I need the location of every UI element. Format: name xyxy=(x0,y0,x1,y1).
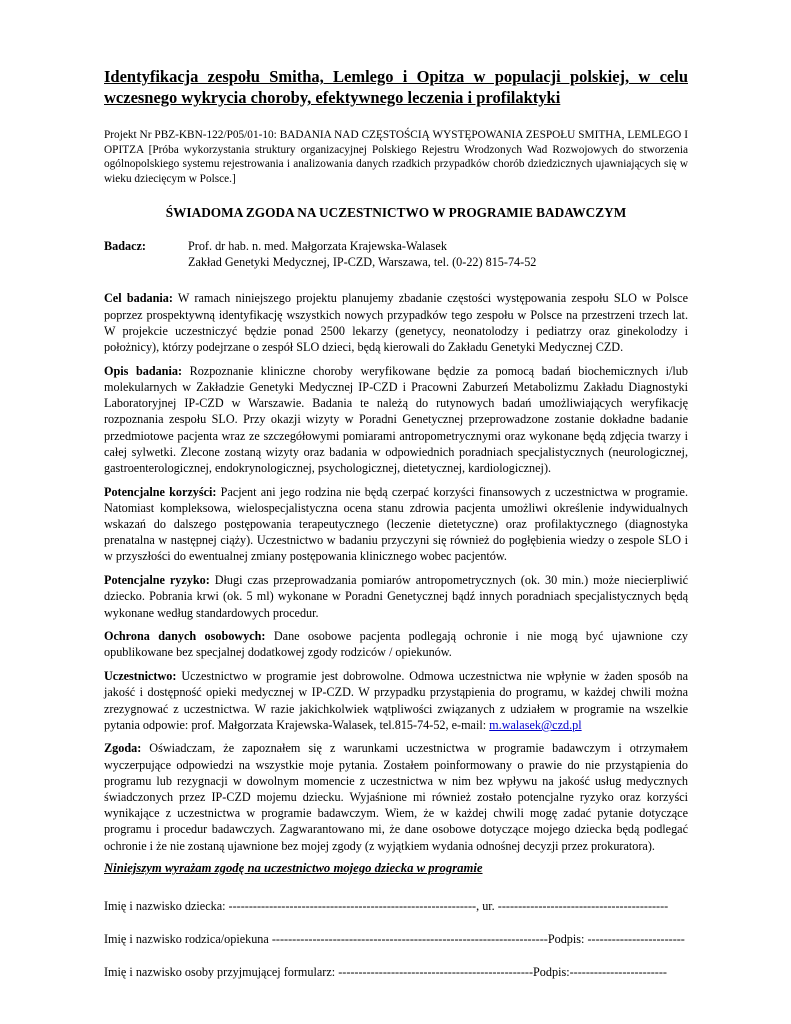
section-privacy xyxy=(104,628,688,660)
section-benefits-label: Potencjalne korzyści: xyxy=(104,484,217,499)
section-consent xyxy=(104,740,688,853)
section-participation xyxy=(104,668,688,733)
section-risks-label: Potencjalne ryzyko: xyxy=(104,573,210,588)
parent-name-field[interactable]: Imię i nazwisko rodzica/opiekuna --------------------------------------------------------------------Podpis: ------------------------ xyxy=(104,932,685,947)
consent-document xyxy=(104,66,688,997)
child-name-field[interactable]: Imię i nazwisko dziecka: -------------------------------------------------------------, ur. ------------------------------------------ xyxy=(104,899,669,914)
section-description xyxy=(104,363,688,476)
section-benefits xyxy=(104,484,688,565)
section-consent-text: Oświadczam, że zapoznałem się z warunkami uczestnictwa w programie badawczym i otrzymałem wyczerpujące odpowiedzi na wszystkie moje pytania. Zostałem poinformowany o prawie do nie przystąpienia do programu lub rezygnacji w dowolnym momencie z uczestnictwa w nim bez wpływu na jakość usług medycznych świadczonych przez IP-CZD mojemu dziecku. Wyjaśnione mi również zostało potencjalne ryzyko oraz korzyści wynikające z uczestnictwa w programie badawczym. Wiem, że w każdej chwili mogę zadać pytanie dotyczące programu i procedur badawczych. Zagwarantowano mi, że dane osobowe dotyczące mojego dziecka będą podlegać ochronie i że nie zostaną ujawnione bez mojej zgody (z wyjątkiem wydania odnośnej decyzji przez prokuratora). xyxy=(104,741,688,853)
project-description: Projekt Nr PBZ-KBN-122/P05/01-10: BADANIA NAD CZĘSTOŚCIĄ WYSTĘPOWANIA ZESPOŁU SMITHA, LEMLEGO I OPITZA [Próba wykorzystania struktury organizacyjnej Polskiego Rejestru Wrodzonych Wad Rozwojowych do stworzenia ogólnopolskiego systemu rejestrowania i analizowania danych rzadkich przypadków chorób dziedzicznych ujawniających się w wieku dziecięcym w Polsce.] xyxy=(104,129,688,185)
section-goal-label: Cel badania: xyxy=(104,291,173,306)
section-risks xyxy=(104,572,688,621)
consent-heading: ŚWIADOMA ZGODA NA UCZESTNICTWO W PROGRAMIE BADAWCZYM xyxy=(165,205,627,221)
researcher-label: Badacz: xyxy=(104,239,146,254)
contact-email-link[interactable]: m.walasek@czd.pl xyxy=(489,717,582,732)
researcher-affiliation: Zakład Genetyki Medycznej, IP-CZD, Warszawa, tel. (0-22) 815-74-52 xyxy=(188,255,537,270)
section-description-label: Opis badania: xyxy=(104,363,183,378)
researcher-name: Prof. dr hab. n. med. Małgorzata Krajewska-Walasek xyxy=(188,239,447,254)
researcher-block xyxy=(104,238,688,270)
section-goal xyxy=(104,290,688,355)
receiver-name-field[interactable]: Imię i nazwisko osoby przyjmującej formularz: ------------------------------------------------Podpis:------------------------ xyxy=(104,965,667,980)
section-participation-label: Uczestnictwo: xyxy=(104,669,177,684)
section-description-text: Rozpoznanie kliniczne choroby weryfikowane będzie za pomocą badań biochemicznych i/lub molekularnych w Zakładzie Genetyki Medycznej IP-CZD i Pracowni Zaburzeń Metabolizmu Zakładu Diagnostyki Laboratoryjnej IP-CZD w Warszawie. Badania te należą do rutynowych badań umożliwiających weryfikację rozpoznania zespołu SLO. Przy okazji wizyty w Poradni Genetycznej przeprowadzone zostanie dokładne badanie przedmiotowe pacjenta wraz ze szczegółowymi pomiarami antropometrycznymi oraz wykonane będą zdjęcia twarzy i całej sylwetki. Zlecone zostaną wizyty oraz badania w odpowiednich poradniach specjalistycznych (neurologicznej, gastroenterologicznej, endokrynologicznej, psychologicznej, dietetycznej, kardiologicznej). xyxy=(104,363,688,475)
section-risks-text: Długi czas przeprowadzania pomiarów antropometrycznych (ok. 30 min.) może niecierpliwić dziecko. Pobrania krwi (ok. 5 ml) wykonane w Poradni Genetycznej bądź innych poradniach specjalistycznych będą wykonane według standardowych procedur. xyxy=(104,573,688,620)
agree-statement: Niniejszym wyrażam zgodę na uczestnictwo mojego dziecka w programie xyxy=(104,861,483,876)
section-benefits-text: Pacjent ani jego rodzina nie będą czerpać korzyści finansowych z uczestnictwa w programie. Natomiast kompleksowa, wielospecjalistyczna ocena stanu zdrowia pacjenta umożliwi określenie indywidualnych wskazań do dalszego postępowania terapeutycznego (leczenie dietetyczne) oraz profilaktycznego (diagnostyka prenatalna w następnej ciąży). Uczestnictwo w badaniu przyczyni się również do pogłębienia wiedzy o zespole SLO i w przyszłości do ewentualnej zmiany postępowania klinicznego wobec pacjentów. xyxy=(104,484,688,564)
document-title: Identyfikacja zespołu Smitha, Lemlego i Opitza w populacji polskiej, w celu wczesnego wykrycia choroby, efektywnego leczenia i profilaktyki xyxy=(104,67,688,107)
researcher-details xyxy=(188,238,536,270)
section-privacy-text: Dane osobowe pacjenta podlegają ochronie i nie mogą być ujawnione czy opublikowane bez specjalnej dodatkowej zgody rodziców / opiekunów. xyxy=(104,629,688,660)
section-consent-label: Zgoda: xyxy=(104,741,142,756)
section-goal-text: W ramach niniejszego projektu planujemy zbadanie częstości występowania zespołu SLO w Polsce poprzez prospektywną identyfikację wszystkich nowych przypadków tego zespołu w Polsce na przestrzeni trzech lat. W projekcie uczestniczyć będzie ponad 2500 lekarzy (genetycy, neonatolodzy i pediatrzy oraz ginekolodzy i położnicy), którzy podejrzane o zespół SLO dzieci, będą kierowali do Zakładu Genetyki Medycznej CZD. xyxy=(104,291,688,354)
section-privacy-label: Ochrona danych osobowych: xyxy=(104,629,266,644)
section-participation-text: Uczestnictwo w programie jest dobrowolne. Odmowa uczestnictwa nie wpłynie w żaden sposób na jakość i dostępność opieki medycznej w IP-CZD. W przypadku przystąpienia do programu, w każdej chwili można zrezygnować z uczestnictwa. W razie jakichkolwiek wątpliwości związanych z udziałem w programie na wszelkie pytania odpowie: prof. Małgorzata Krajewska-Walasek, tel.815-74-52, e-mail: xyxy=(104,669,688,732)
